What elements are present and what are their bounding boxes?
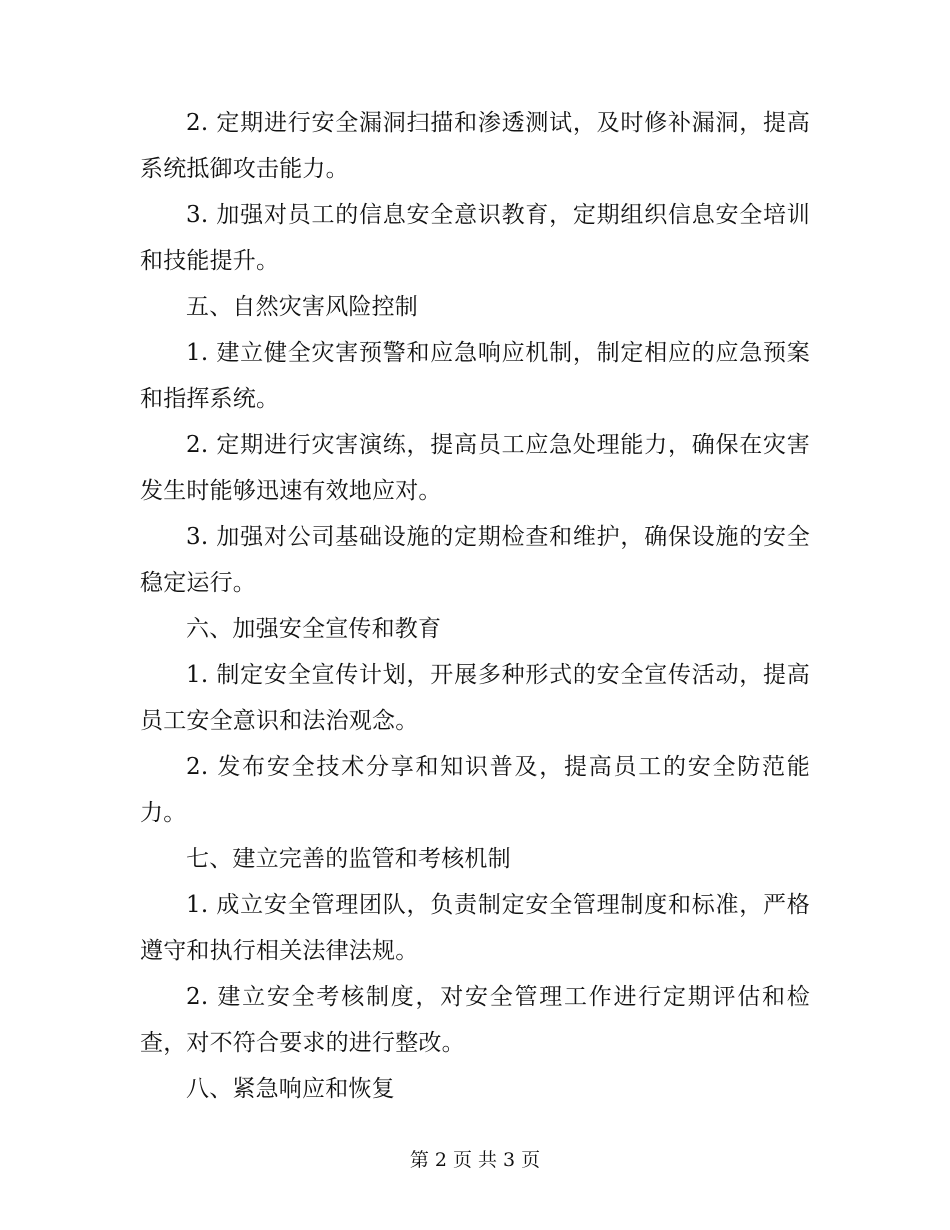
paragraph-item: 1. 成立安全管理团队，负责制定安全管理制度和标准，严格遵守和执行相关法律法规。 [140,892,810,964]
section-heading: 五、自然灾害风险控制 [186,294,418,320]
paragraph-item: 2. 定期进行安全漏洞扫描和渗透测试，及时修补漏洞，提高系统抵御攻击能力。 [140,110,810,182]
paragraph-item: 3. 加强对公司基础设施的定期检查和维护，确保设施的安全稳定运行。 [140,524,810,596]
page-number-footer: 第 2 页 共 3 页 [409,1149,541,1171]
paragraph-item: 2. 定期进行灾害演练，提高员工应急处理能力，确保在灾害发生时能够迅速有效地应对。 [140,432,810,504]
section-heading: 八、紧急响应和恢复 [186,1076,395,1102]
paragraph-item: 2. 建立安全考核制度，对安全管理工作进行定期评估和检查，对不符合要求的进行整改。 [140,984,810,1056]
paragraph-item: 3. 加强对员工的信息安全意识教育，定期组织信息安全培训和技能提升。 [140,202,810,274]
paragraph-item: 2. 发布安全技术分享和知识普及，提高员工的安全防范能力。 [140,754,810,826]
section-heading: 六、加强安全宣传和教育 [186,616,442,642]
paragraph-item: 1. 制定安全宣传计划，开展多种形式的安全宣传活动，提高员工安全意识和法治观念。 [140,662,810,734]
paragraph-item: 1. 建立健全灾害预警和应急响应机制，制定相应的应急预案和指挥系统。 [140,340,810,412]
section-heading: 七、建立完善的监管和考核机制 [186,846,511,872]
document-body [140,100,810,1112]
